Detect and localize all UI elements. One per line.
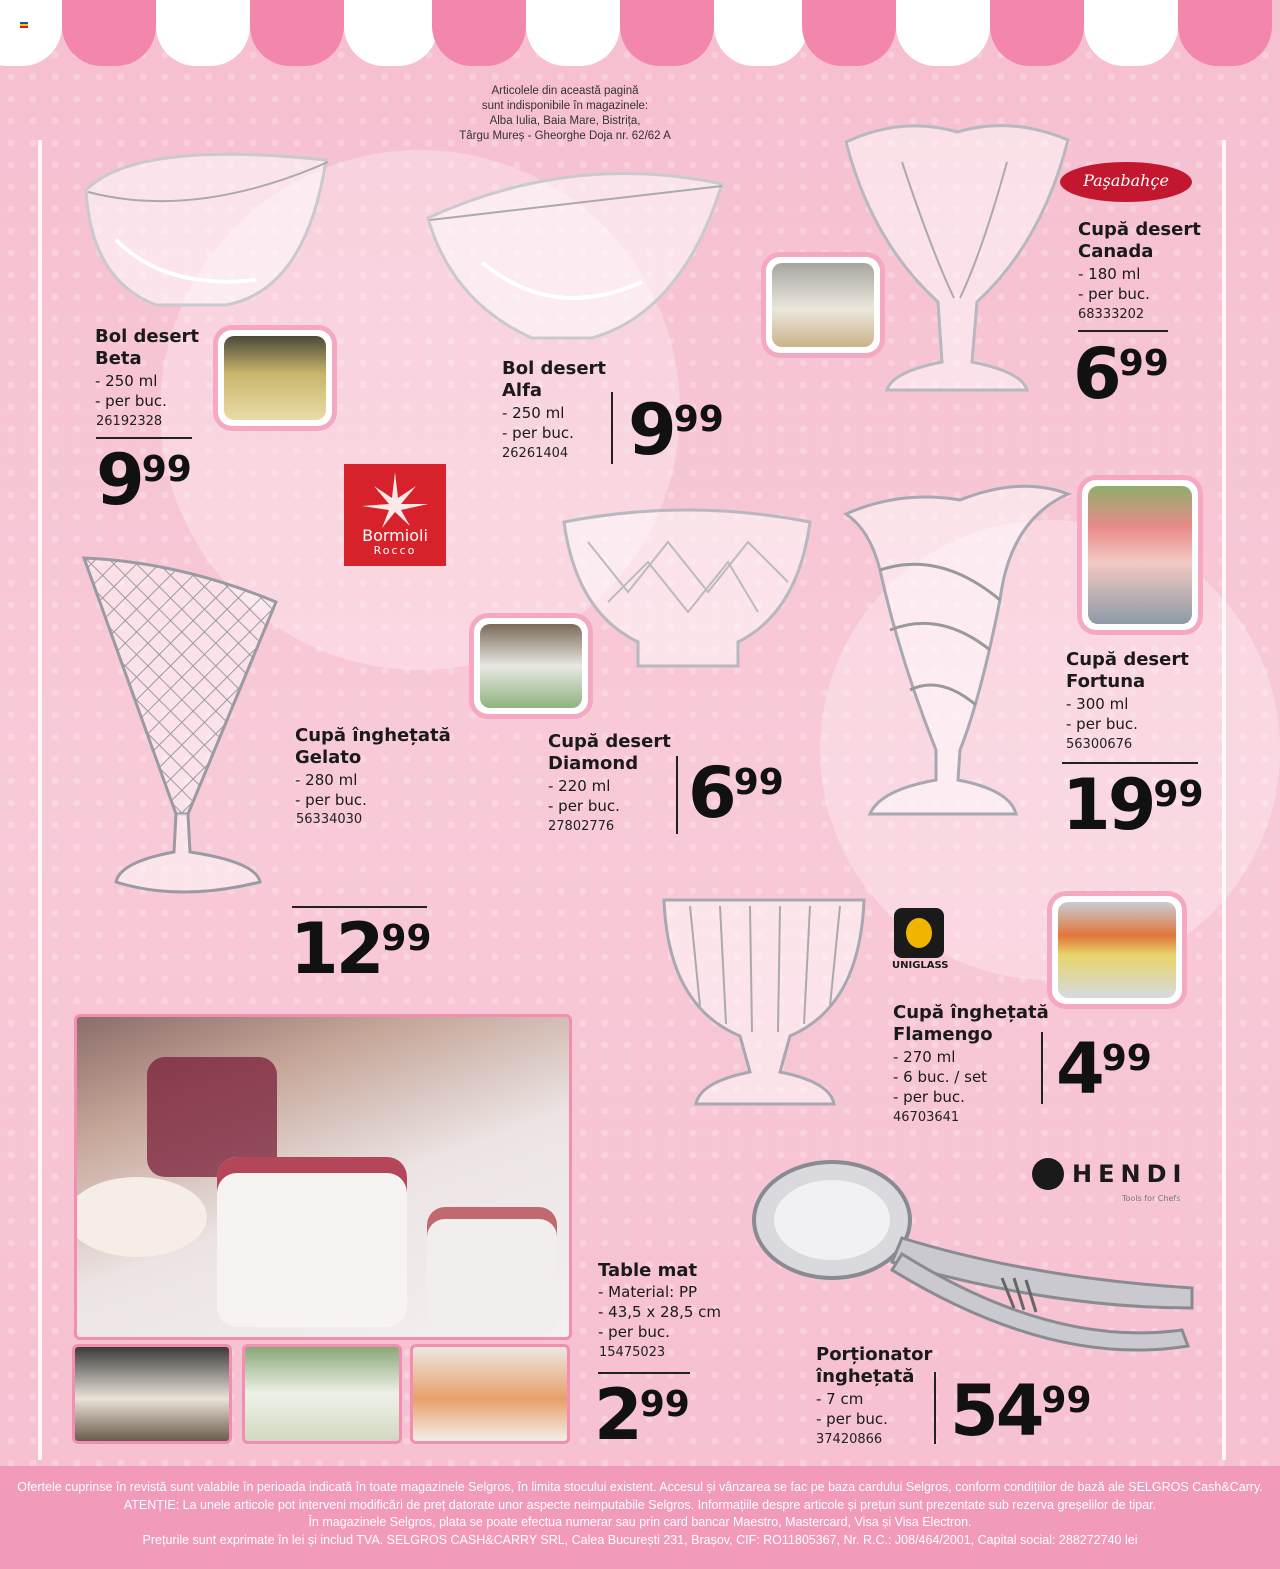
flamengo-code: 46703641 (893, 1110, 960, 1125)
tablemat-specs: - Material: PP - 43,5 x 28,5 cm - per buc. (598, 1283, 722, 1341)
fortuna-name: Cupă desert Fortuna (1066, 649, 1189, 692)
fortuna-price: 1999 (1062, 764, 1204, 846)
canada-name: Cupă desert Canada (1078, 219, 1201, 262)
portionator-code: 37420866 (816, 1432, 883, 1447)
alfa-code: 26261404 (502, 446, 569, 461)
alfa-specs: - 250 ml - per buc. (502, 404, 574, 442)
portionator-price-rule (934, 1372, 936, 1444)
flamengo-serving-photo (1052, 896, 1182, 1004)
awning-header (0, 0, 1280, 66)
cupa-canada-image (842, 122, 1072, 404)
beta-specs: - 250 ml - per buc. (95, 372, 167, 410)
cupa-fortuna-image (840, 480, 1072, 832)
flamengo-price-rule (1041, 1032, 1043, 1104)
availability-notice: Articolele din această pagină sunt indisponibile în magazinele: Alba Iulia, Baia Mare, Bistrița, Târgu Mureș - Gheorghe Doja nr. 62/62 A (459, 85, 671, 142)
table-mat-photo-1 (72, 1344, 232, 1444)
cupa-diamond-image (558, 502, 816, 670)
beta-name: Bol desert Beta (95, 326, 200, 369)
footer-line: Ofertele cuprinse în revistă sunt valabile în perioada indicată în toate magazinele Selgros, în limita stocului existent. Accesul și vânzarea se fac pe baza cardului Selgros, conform condițiilor de bază ale SELGROS Cash&Carry. (17, 1480, 1263, 1494)
fortuna-serving-photo (1082, 480, 1198, 630)
portionator-name: Porționator înghețată (816, 1344, 933, 1387)
flamengo-price: 499 (1056, 1028, 1152, 1110)
gelato-specs: - 280 ml - per buc. (295, 771, 367, 809)
legal-footer (0, 1466, 1280, 1569)
table-mat-photo-2 (242, 1344, 402, 1444)
beta-price: 999 (96, 439, 192, 521)
uniglass-logo: UNIGLASS (892, 908, 952, 972)
bormioli-rocco-logo: Bormioli Rocco (344, 464, 446, 566)
ice-cream-scoop-image (752, 1158, 1198, 1370)
frame-rail-right (1222, 140, 1226, 1460)
bol-beta-image (76, 140, 336, 310)
table-mat-main-photo (74, 1014, 572, 1340)
alfa-price-rule (611, 392, 613, 464)
footer-line: În magazinele Selgros, plata se poate efectua numerar sau prin card bancar Maestro, Mastercard, Visa și Visa Electron. (308, 1515, 972, 1529)
beta-code: 26192328 (96, 414, 163, 429)
bol-alfa-image (422, 162, 728, 344)
portionator-specs: - 7 cm - per buc. (816, 1390, 888, 1428)
hendi-logo: HENDI Tools for Chefs (1032, 1158, 1188, 1208)
table-mat-photo-3 (410, 1344, 570, 1444)
beta-serving-photo (218, 330, 332, 426)
alfa-price: 999 (628, 389, 724, 471)
diamond-price-rule (676, 756, 678, 834)
cupa-flamengo-image (660, 896, 868, 1114)
frame-rail-left (38, 140, 42, 1460)
canada-price: 699 (1073, 333, 1169, 415)
tablemat-price: 299 (594, 1374, 690, 1456)
alfa-name: Bol desert Alfa (502, 358, 607, 401)
portionator-price: 5499 (950, 1370, 1092, 1452)
diamond-specs: - 220 ml - per buc. (548, 777, 620, 815)
diamond-name: Cupă desert Diamond (548, 731, 671, 774)
fortuna-code: 56300676 (1066, 737, 1133, 752)
diamond-code: 27802776 (548, 819, 615, 834)
canada-specs: - 180 ml - per buc. (1078, 265, 1150, 303)
flamengo-name: Cupă înghețată Flamengo (893, 1002, 1049, 1045)
cupa-gelato-image (80, 552, 280, 906)
diamond-price: 699 (688, 752, 784, 834)
gelato-price: 1299 (290, 908, 432, 990)
fortuna-specs: - 300 ml - per buc. (1066, 695, 1138, 733)
pasabahce-logo: Paşabahçe (1058, 160, 1194, 204)
language-flag-icon[interactable] (20, 22, 28, 28)
gelato-code: 56334030 (296, 812, 363, 827)
footer-line: Prețurile sunt exprimate în lei și includ TVA. SELGROS CASH&CARRY SRL, Calea București 231, Brașov, CIF: RO11805367, Nr. R.C.: J08/464/2001, Capital social: 288272740 lei (142, 1532, 1138, 1547)
gelato-name: Cupă înghețată Gelato (295, 725, 451, 768)
footer-line: ATENȚIE: La unele articole pot interveni modificări de preț datorate unor aspecte neimputabile Selgros. Informațiile despre articole și prețuri sunt prezentate sub rezerva greșelilor de tipar. (123, 1497, 1157, 1512)
flamengo-specs: - 270 ml - 6 buc. / set - per buc. (893, 1048, 988, 1106)
canada-code: 68333202 (1078, 307, 1145, 322)
canada-price-rule (1078, 330, 1168, 332)
tablemat-name: Table mat (598, 1260, 698, 1281)
tablemat-code: 15475023 (599, 1345, 666, 1360)
diamond-serving-photo (474, 618, 588, 714)
